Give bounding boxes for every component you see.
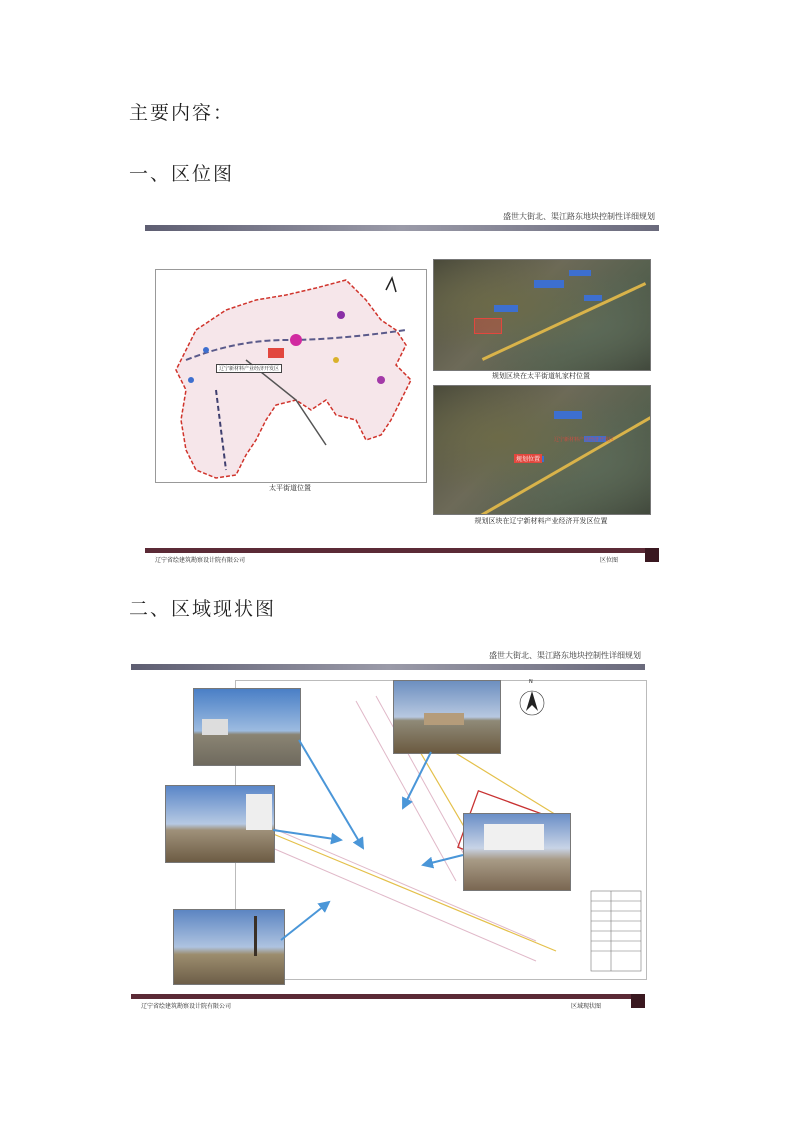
footer-company: 辽宁省绘建筑勘察设计院有限公司	[141, 1003, 232, 1010]
arrow	[273, 830, 341, 840]
district-boundary	[176, 280, 411, 478]
panel-title: 盛世大街北、渠江路东地块控制性详细规划	[503, 212, 655, 221]
satellite-2-caption: 规划区块在辽宁新材料产业经济开发区位置	[474, 517, 608, 525]
district-map	[155, 269, 427, 483]
panel-title: 盛世大街北、渠江路东地块控制性详细规划	[489, 651, 641, 660]
poi-marker	[290, 334, 302, 346]
poi-marker	[377, 376, 385, 384]
map-marker-label: 辽宁新材料产业经济开发区	[216, 364, 282, 373]
footer-company: 辽宁省绘建筑勘察设计院有限公司	[155, 557, 246, 564]
section-2-heading: 二、区域现状图	[129, 598, 277, 620]
building-roof	[584, 295, 602, 301]
location-map-panel	[145, 203, 659, 563]
building-roof	[534, 280, 564, 288]
arrow	[281, 902, 329, 940]
satellite-image-1	[433, 259, 651, 371]
poi-marker	[188, 377, 194, 383]
footer-label: 区域现状图	[571, 1003, 602, 1010]
footer-box	[631, 994, 645, 1008]
arrow	[299, 740, 363, 848]
photo-arrows	[131, 640, 645, 1012]
planning-area-marker	[474, 318, 502, 334]
road	[482, 282, 646, 361]
arrow	[423, 855, 463, 865]
north-label: N	[529, 679, 533, 685]
footer-bar	[145, 548, 645, 553]
satellite-image-2	[433, 385, 651, 515]
building-roof	[554, 411, 582, 419]
district-map-caption: 太平街道位置	[269, 484, 311, 492]
sat2-label-b: 规划位置	[516, 456, 541, 463]
satellite-1-caption: 规划区块在太平街道轧家村位置	[492, 372, 590, 380]
poi-marker	[333, 357, 339, 363]
building-roof	[494, 305, 518, 312]
building-roof	[569, 270, 591, 276]
planning-area-marker	[268, 348, 284, 358]
north-arrow-icon	[386, 278, 396, 292]
road	[477, 416, 651, 515]
main-heading: 主要内容：	[129, 102, 235, 124]
district-map-graphic	[156, 270, 426, 482]
footer-box	[645, 548, 659, 562]
header-bar	[145, 225, 659, 231]
footer-bar	[131, 994, 631, 999]
arrow	[403, 752, 431, 808]
section-1-heading: 一、区位图	[129, 163, 235, 185]
current-status-panel	[131, 640, 645, 1012]
sat2-label-a: 辽宁新材料产业经济开发区	[554, 437, 615, 443]
poi-marker	[203, 347, 209, 353]
footer-label: 区位图	[600, 557, 619, 564]
poi-marker	[337, 311, 345, 319]
